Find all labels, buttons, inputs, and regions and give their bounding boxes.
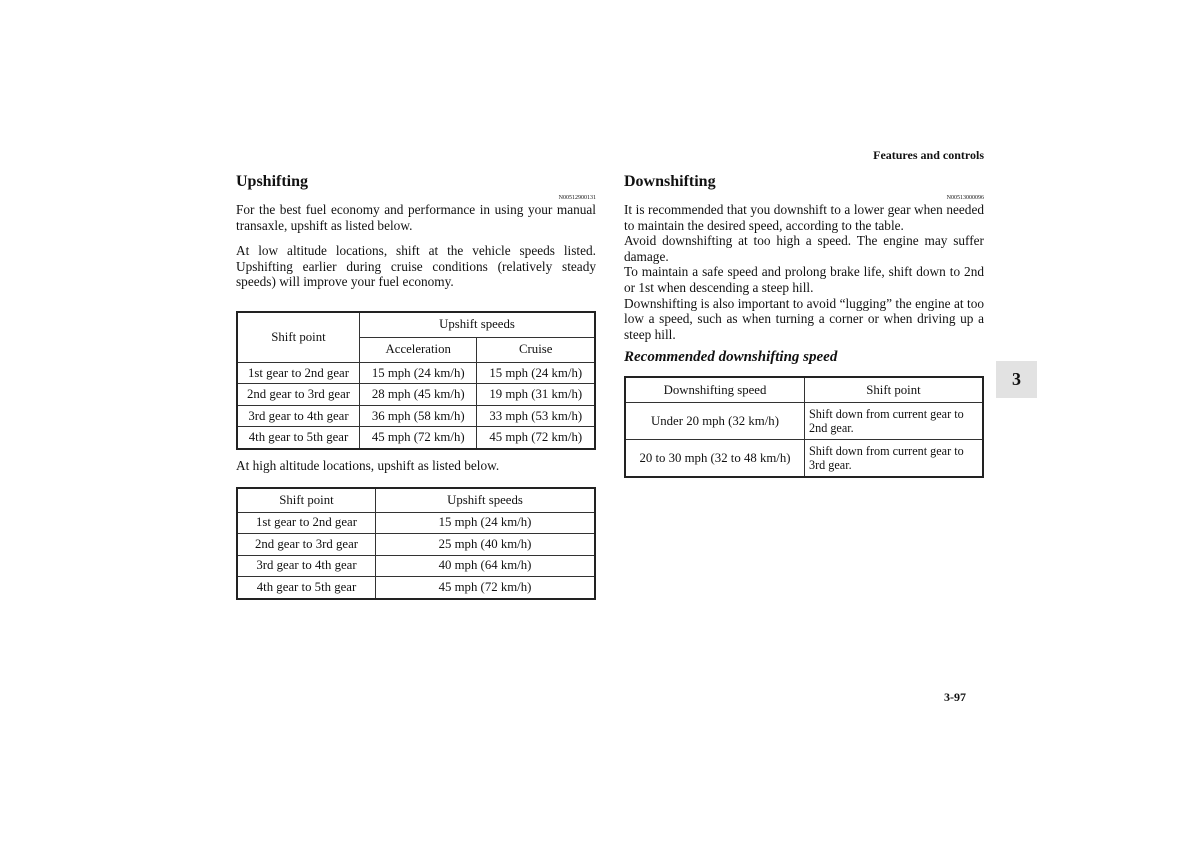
table-cell: 36 mph (58 km/h) (360, 405, 477, 427)
table-cell: Under 20 mph (32 km/h) (625, 403, 805, 440)
low-altitude-upshift-table (236, 311, 596, 450)
table-cell: 33 mph (53 km/h) (477, 405, 595, 427)
paragraph: Downshifting is also important to avoid “lugging” the engine at too low a speed, such as when turning a corner or when driving up a steep hill. (624, 295, 984, 342)
table-row (237, 405, 595, 427)
table-cell: Shift down from current gear to 2nd gear. (805, 403, 984, 440)
table-cell: 40 mph (64 km/h) (376, 555, 596, 577)
table-row (625, 403, 983, 440)
chapter-tab: 3 (996, 361, 1037, 398)
table-row (625, 440, 983, 478)
reference-code: N00512900131 (558, 195, 596, 201)
paragraph: At low altitude locations, shift at the vehicle speeds listed. Upshifting earlier during cruise conditions (relatively steady speeds) will improve your fuel economy. (236, 243, 596, 290)
upshifting-section (236, 172, 596, 600)
downshift-speed-table (624, 376, 984, 478)
paragraph: It is recommended that you downshift to a lower gear when needed to maintain the desired speed, according to the table. (624, 202, 984, 233)
table-header: Upshift speeds (360, 312, 596, 338)
table-row (237, 534, 595, 556)
table-cell: 28 mph (45 km/h) (360, 384, 477, 406)
table-cell: 3rd gear to 4th gear (237, 555, 376, 577)
table-row (237, 427, 595, 449)
table-cell: 19 mph (31 km/h) (477, 384, 595, 406)
running-header: Features and controls (873, 148, 984, 162)
table-cell: 2nd gear to 3rd gear (237, 384, 360, 406)
table-row (237, 512, 595, 534)
section-title: Downshifting (624, 173, 716, 190)
table-cell: 2nd gear to 3rd gear (237, 534, 376, 556)
table-row (237, 555, 595, 577)
table-cell: 4th gear to 5th gear (237, 427, 360, 449)
table-cell: 1st gear to 2nd gear (237, 362, 360, 384)
table-cell: 15 mph (24 km/h) (376, 512, 596, 534)
table-cell: 15 mph (24 km/h) (360, 362, 477, 384)
table-cell: Shift down from current gear to 3rd gear. (805, 440, 984, 478)
paragraph: Avoid downshifting at too high a speed. The engine may suffer damage. (624, 233, 984, 264)
section-title: Upshifting (236, 173, 309, 190)
paragraph: For the best fuel economy and performance in using your manual transaxle, upshift as listed below. (236, 202, 596, 233)
table-row (237, 384, 595, 406)
table-cell: 1st gear to 2nd gear (237, 512, 376, 534)
downshifting-section (624, 172, 984, 478)
reference-code: N00513000096 (946, 195, 984, 201)
table-header: Cruise (477, 337, 595, 362)
table-row (237, 577, 595, 599)
table-header: Downshifting speed (625, 377, 805, 403)
table-header: Shift point (805, 377, 984, 403)
table-header: Shift point (237, 312, 360, 363)
table-cell: 4th gear to 5th gear (237, 577, 376, 599)
table-cell: 25 mph (40 km/h) (376, 534, 596, 556)
page-number: 3-97 (944, 690, 966, 704)
table-header: Acceleration (360, 337, 477, 362)
table-cell: 20 to 30 mph (32 to 48 km/h) (625, 440, 805, 478)
table-header: Upshift speeds (376, 488, 596, 513)
paragraph: At high altitude locations, upshift as listed below. (236, 457, 500, 473)
table-cell: 45 mph (72 km/h) (376, 577, 596, 599)
subsection-title: Recommended downshifting speed (624, 349, 838, 366)
high-altitude-upshift-table (236, 487, 596, 600)
table-row (237, 362, 595, 384)
table-cell: 3rd gear to 4th gear (237, 405, 360, 427)
table-header: Shift point (237, 488, 376, 513)
table-cell: 45 mph (72 km/h) (360, 427, 477, 449)
table-cell: 45 mph (72 km/h) (477, 427, 595, 449)
paragraph: To maintain a safe speed and prolong brake life, shift down to 2nd or 1st when descending a steep hill. (624, 264, 984, 295)
table-cell: 15 mph (24 km/h) (477, 362, 595, 384)
